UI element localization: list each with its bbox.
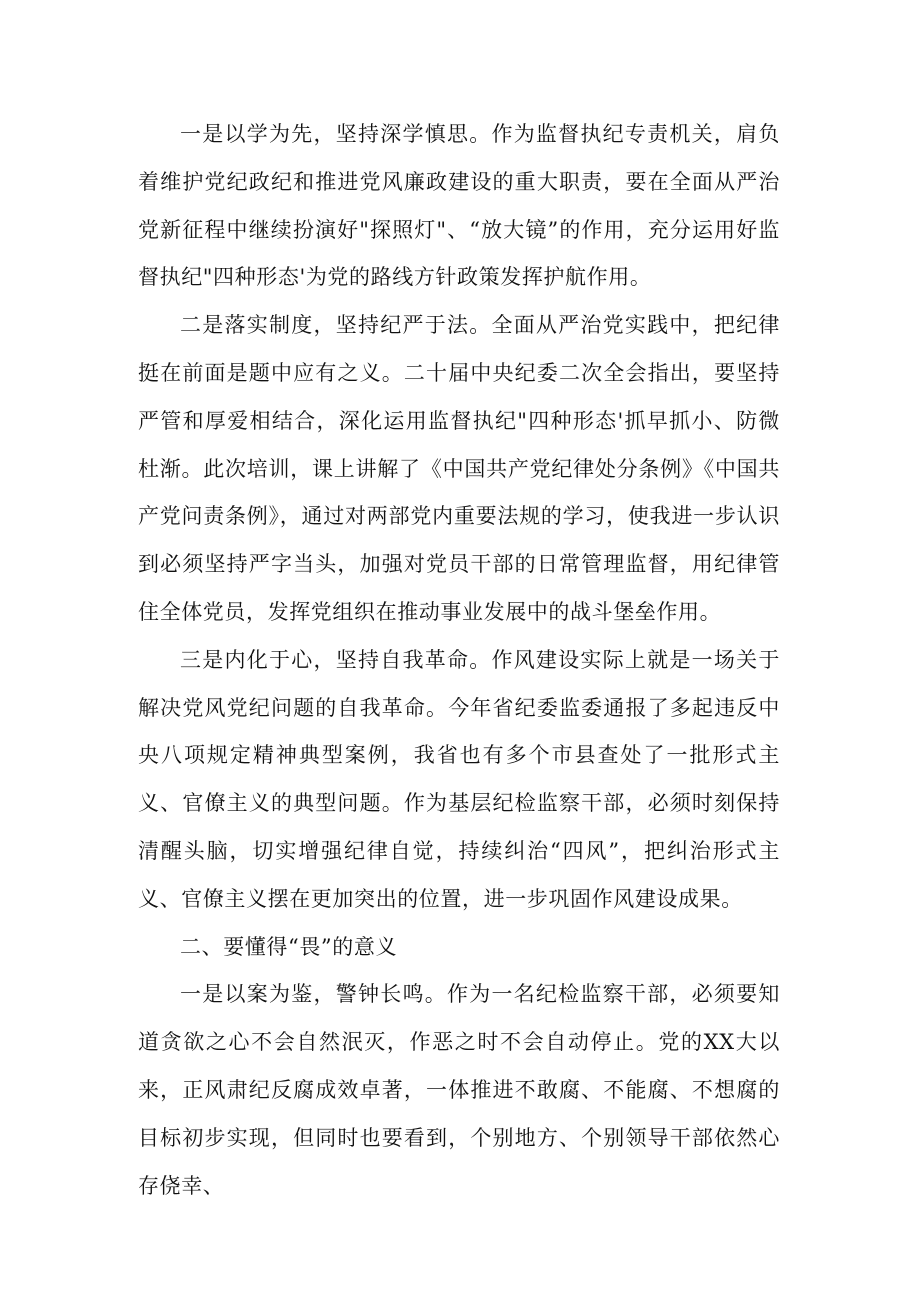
document-body [138, 111, 780, 1210]
paragraph-study-first: 一是以学为先，坚持深学慎思。作为监督执纪专责机关，肩负着维护党纪政纪和推进党风廉政建设的重大职责，要在全面从严治党新征程中继续扮演好"探照灯"、“放大镜”的作用，充分运用好监督执纪"四种形态'为党的路线方针政策发挥护航作用。 [138, 122, 780, 290]
paragraph-self-revolution: 三是内化于心，坚持自我革命。作风建设实际上就是一场关于解决党风党纪问题的自我革命。今年省纪委监委通报了多起违反中央八项规定精神典型案例，我省也有多个市县查处了一批形式主义、官僚主义的典型问题。作为基层纪检监察干部，必须时刻保持清醒头脑，切实增强纪律自觉，持续纠治“四风”，把纠治形式主义、官僚主义摆在更加突出的位置，进一步巩固作风建设成果。 [138, 647, 780, 911]
paragraph-implement-system: 二是落实制度，坚持纪严于法。全面从严治党实践中，把纪律挺在前面是题中应有之义。二十届中央纪委二次全会指出，要坚持严管和厚爱相结合，深化运用监督执纪"四种形态'抓早抓小、防微杜渐。此次培训，课上讲解了《中国共产党纪律处分条例》《中国共产党问责条例》，通过对两部党内重要法规的学习，使我进一步认识到必须坚持严字当头，加强对党员干部的日常管理监督，用纪律管住全体党员，发挥党组织在推动事业发展中的战斗堡垒作用。 [138, 313, 780, 624]
paragraph-case-warning: 一是以案为鉴，警钟长鸣。作为一名纪检监察干部，必须要知道贪欲之心不会自然泯灭，作恶之时不会自动停止。党的XX大以来，正风肃纪反腐成效卓著，一体推进不敢腐、不能腐、不想腐的目标初步实现，但同时也要看到，个别地方、个别领导干部依然心存侥幸、 [138, 982, 780, 1198]
section-heading: 二、要懂得“畏”的意义 [180, 934, 398, 959]
